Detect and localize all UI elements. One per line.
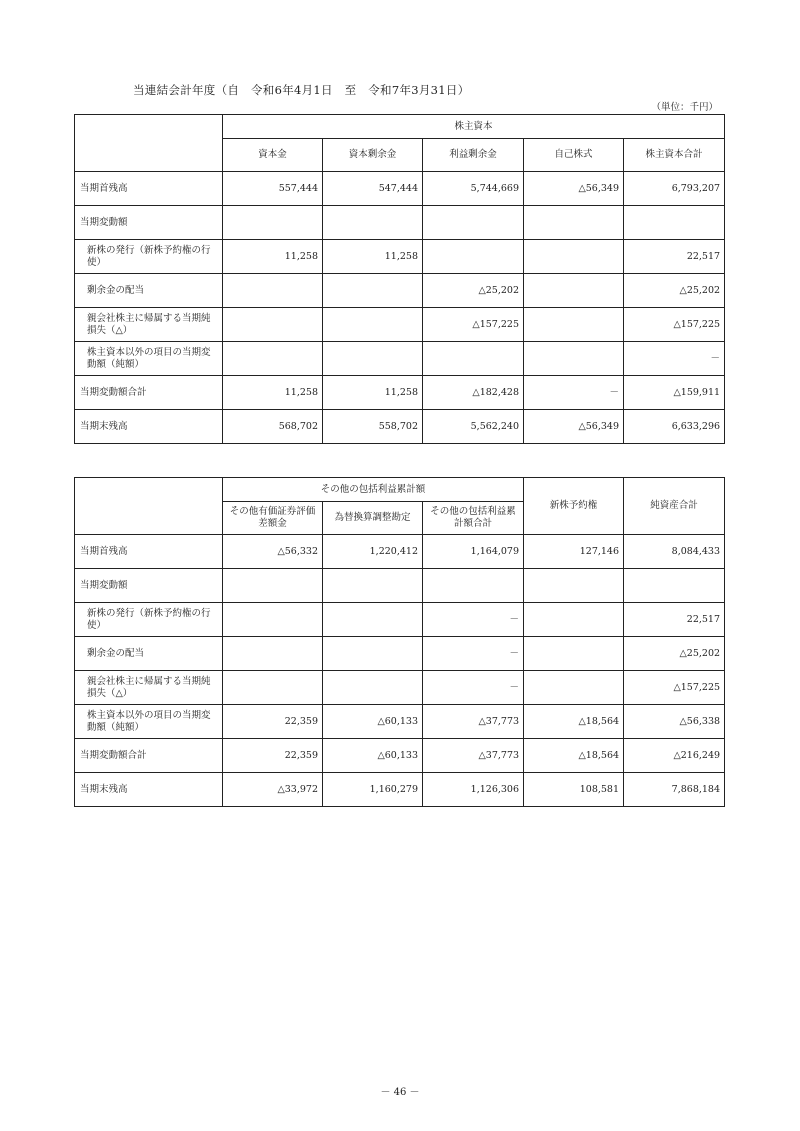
column-header: 利益剰余金 bbox=[423, 139, 524, 172]
cell: － bbox=[423, 603, 524, 637]
cell: △216,249 bbox=[624, 739, 725, 773]
row-label: 剰余金の配当 bbox=[75, 274, 223, 308]
group-header: 株主資本 bbox=[223, 115, 725, 139]
cell bbox=[524, 603, 624, 637]
cell: 1,126,306 bbox=[423, 773, 524, 807]
column-header: その他の包括利益累計額合計 bbox=[423, 502, 524, 535]
cell: △25,202 bbox=[423, 274, 524, 308]
table-row bbox=[75, 671, 725, 705]
comprehensive-income-table bbox=[74, 477, 725, 807]
cell: － bbox=[423, 637, 524, 671]
cell: 8,084,433 bbox=[624, 535, 725, 569]
cell: 11,258 bbox=[223, 240, 323, 274]
cell bbox=[323, 308, 423, 342]
cell: 5,562,240 bbox=[423, 410, 524, 444]
cell: － bbox=[423, 671, 524, 705]
cell bbox=[423, 569, 524, 603]
table-row bbox=[75, 274, 725, 308]
cell: △157,225 bbox=[624, 308, 725, 342]
cell bbox=[524, 308, 624, 342]
cell: △157,225 bbox=[624, 671, 725, 705]
cell: 1,164,079 bbox=[423, 535, 524, 569]
header-corner bbox=[75, 478, 223, 535]
cell: 6,793,207 bbox=[624, 172, 725, 206]
row-label: 株主資本以外の項目の当期変動額（純額） bbox=[75, 342, 223, 376]
table-row bbox=[75, 637, 725, 671]
table-row bbox=[75, 705, 725, 739]
row-label: 親会社株主に帰属する当期純損失（△） bbox=[75, 671, 223, 705]
table-row bbox=[75, 206, 725, 240]
cell: △159,911 bbox=[624, 376, 725, 410]
cell: 22,359 bbox=[223, 739, 323, 773]
cell bbox=[323, 637, 423, 671]
cell bbox=[624, 206, 725, 240]
table-row bbox=[75, 240, 725, 274]
cell: △157,225 bbox=[423, 308, 524, 342]
row-label: 当期末残高 bbox=[75, 410, 223, 444]
cell: 11,258 bbox=[223, 376, 323, 410]
cell bbox=[223, 569, 323, 603]
cell bbox=[223, 342, 323, 376]
column-header: 株主資本合計 bbox=[624, 139, 725, 172]
row-label: 当期変動額合計 bbox=[75, 376, 223, 410]
cell: 22,359 bbox=[223, 705, 323, 739]
cell: △25,202 bbox=[624, 274, 725, 308]
row-label: 当期首残高 bbox=[75, 535, 223, 569]
cell: 1,220,412 bbox=[323, 535, 423, 569]
shareholders-equity-table bbox=[74, 114, 725, 444]
table-row bbox=[75, 739, 725, 773]
cell bbox=[323, 342, 423, 376]
cell: － bbox=[624, 342, 725, 376]
cell: △56,349 bbox=[524, 172, 624, 206]
cell: 127,146 bbox=[524, 535, 624, 569]
cell: 22,517 bbox=[624, 603, 725, 637]
cell bbox=[524, 637, 624, 671]
cell: △60,133 bbox=[323, 705, 423, 739]
cell: 568,702 bbox=[223, 410, 323, 444]
cell: 1,160,279 bbox=[323, 773, 423, 807]
table-row bbox=[75, 342, 725, 376]
cell bbox=[223, 637, 323, 671]
unit-label: （単位：千円） bbox=[651, 102, 718, 113]
row-label: 新株の発行（新株予約権の行使） bbox=[75, 240, 223, 274]
statement-title: 当連結会計年度（自 令和6年4月1日 至 令和7年3月31日） bbox=[133, 83, 470, 97]
cell: 5,744,669 bbox=[423, 172, 524, 206]
table-row bbox=[75, 535, 725, 569]
cell: 11,258 bbox=[323, 376, 423, 410]
column-header: 為替換算調整勘定 bbox=[323, 502, 423, 535]
cell bbox=[323, 603, 423, 637]
cell: 547,444 bbox=[323, 172, 423, 206]
cell: △182,428 bbox=[423, 376, 524, 410]
cell bbox=[624, 569, 725, 603]
column-header: 新株予約権 bbox=[524, 478, 624, 535]
cell: △56,349 bbox=[524, 410, 624, 444]
table-row bbox=[75, 603, 725, 637]
cell bbox=[223, 603, 323, 637]
cell: △60,133 bbox=[323, 739, 423, 773]
cell: △37,773 bbox=[423, 739, 524, 773]
cell: △25,202 bbox=[624, 637, 725, 671]
cell bbox=[323, 206, 423, 240]
table-row bbox=[75, 308, 725, 342]
cell: △33,972 bbox=[223, 773, 323, 807]
row-label: 当期末残高 bbox=[75, 773, 223, 807]
cell: － bbox=[524, 376, 624, 410]
column-header: 自己株式 bbox=[524, 139, 624, 172]
cell: △56,338 bbox=[624, 705, 725, 739]
cell bbox=[524, 671, 624, 705]
row-label: 株主資本以外の項目の当期変動額（純額） bbox=[75, 705, 223, 739]
table-row bbox=[75, 773, 725, 807]
column-header: 資本金 bbox=[223, 139, 323, 172]
cell bbox=[223, 274, 323, 308]
row-label: 新株の発行（新株予約権の行使） bbox=[75, 603, 223, 637]
cell bbox=[323, 671, 423, 705]
column-header: 純資産合計 bbox=[624, 478, 725, 535]
table-row bbox=[75, 569, 725, 603]
row-label: 当期変動額合計 bbox=[75, 739, 223, 773]
cell: △18,564 bbox=[524, 705, 624, 739]
column-header: その他有価証券評価差額金 bbox=[223, 502, 323, 535]
cell: 7,868,184 bbox=[624, 773, 725, 807]
cell bbox=[524, 342, 624, 376]
row-label: 当期首残高 bbox=[75, 172, 223, 206]
cell bbox=[323, 274, 423, 308]
group-header: その他の包括利益累計額 bbox=[223, 478, 524, 502]
cell bbox=[524, 274, 624, 308]
row-label: 親会社株主に帰属する当期純損失（△） bbox=[75, 308, 223, 342]
cell: 557,444 bbox=[223, 172, 323, 206]
cell bbox=[524, 206, 624, 240]
row-label: 当期変動額 bbox=[75, 206, 223, 240]
row-label: 当期変動額 bbox=[75, 569, 223, 603]
table-row bbox=[75, 376, 725, 410]
cell: 108,581 bbox=[524, 773, 624, 807]
cell bbox=[223, 308, 323, 342]
column-header: 資本剰余金 bbox=[323, 139, 423, 172]
header-corner bbox=[75, 115, 223, 172]
cell bbox=[524, 569, 624, 603]
cell: 6,633,296 bbox=[624, 410, 725, 444]
table-row bbox=[75, 172, 725, 206]
cell bbox=[423, 240, 524, 274]
cell bbox=[223, 671, 323, 705]
cell bbox=[323, 569, 423, 603]
row-label: 剰余金の配当 bbox=[75, 637, 223, 671]
page-number: － 46 － bbox=[380, 1087, 420, 1098]
cell: 22,517 bbox=[624, 240, 725, 274]
cell: △37,773 bbox=[423, 705, 524, 739]
table-row bbox=[75, 410, 725, 444]
cell: 11,258 bbox=[323, 240, 423, 274]
cell bbox=[223, 206, 323, 240]
cell bbox=[423, 206, 524, 240]
cell: △18,564 bbox=[524, 739, 624, 773]
cell: 558,702 bbox=[323, 410, 423, 444]
cell: △56,332 bbox=[223, 535, 323, 569]
cell bbox=[423, 342, 524, 376]
cell bbox=[524, 240, 624, 274]
